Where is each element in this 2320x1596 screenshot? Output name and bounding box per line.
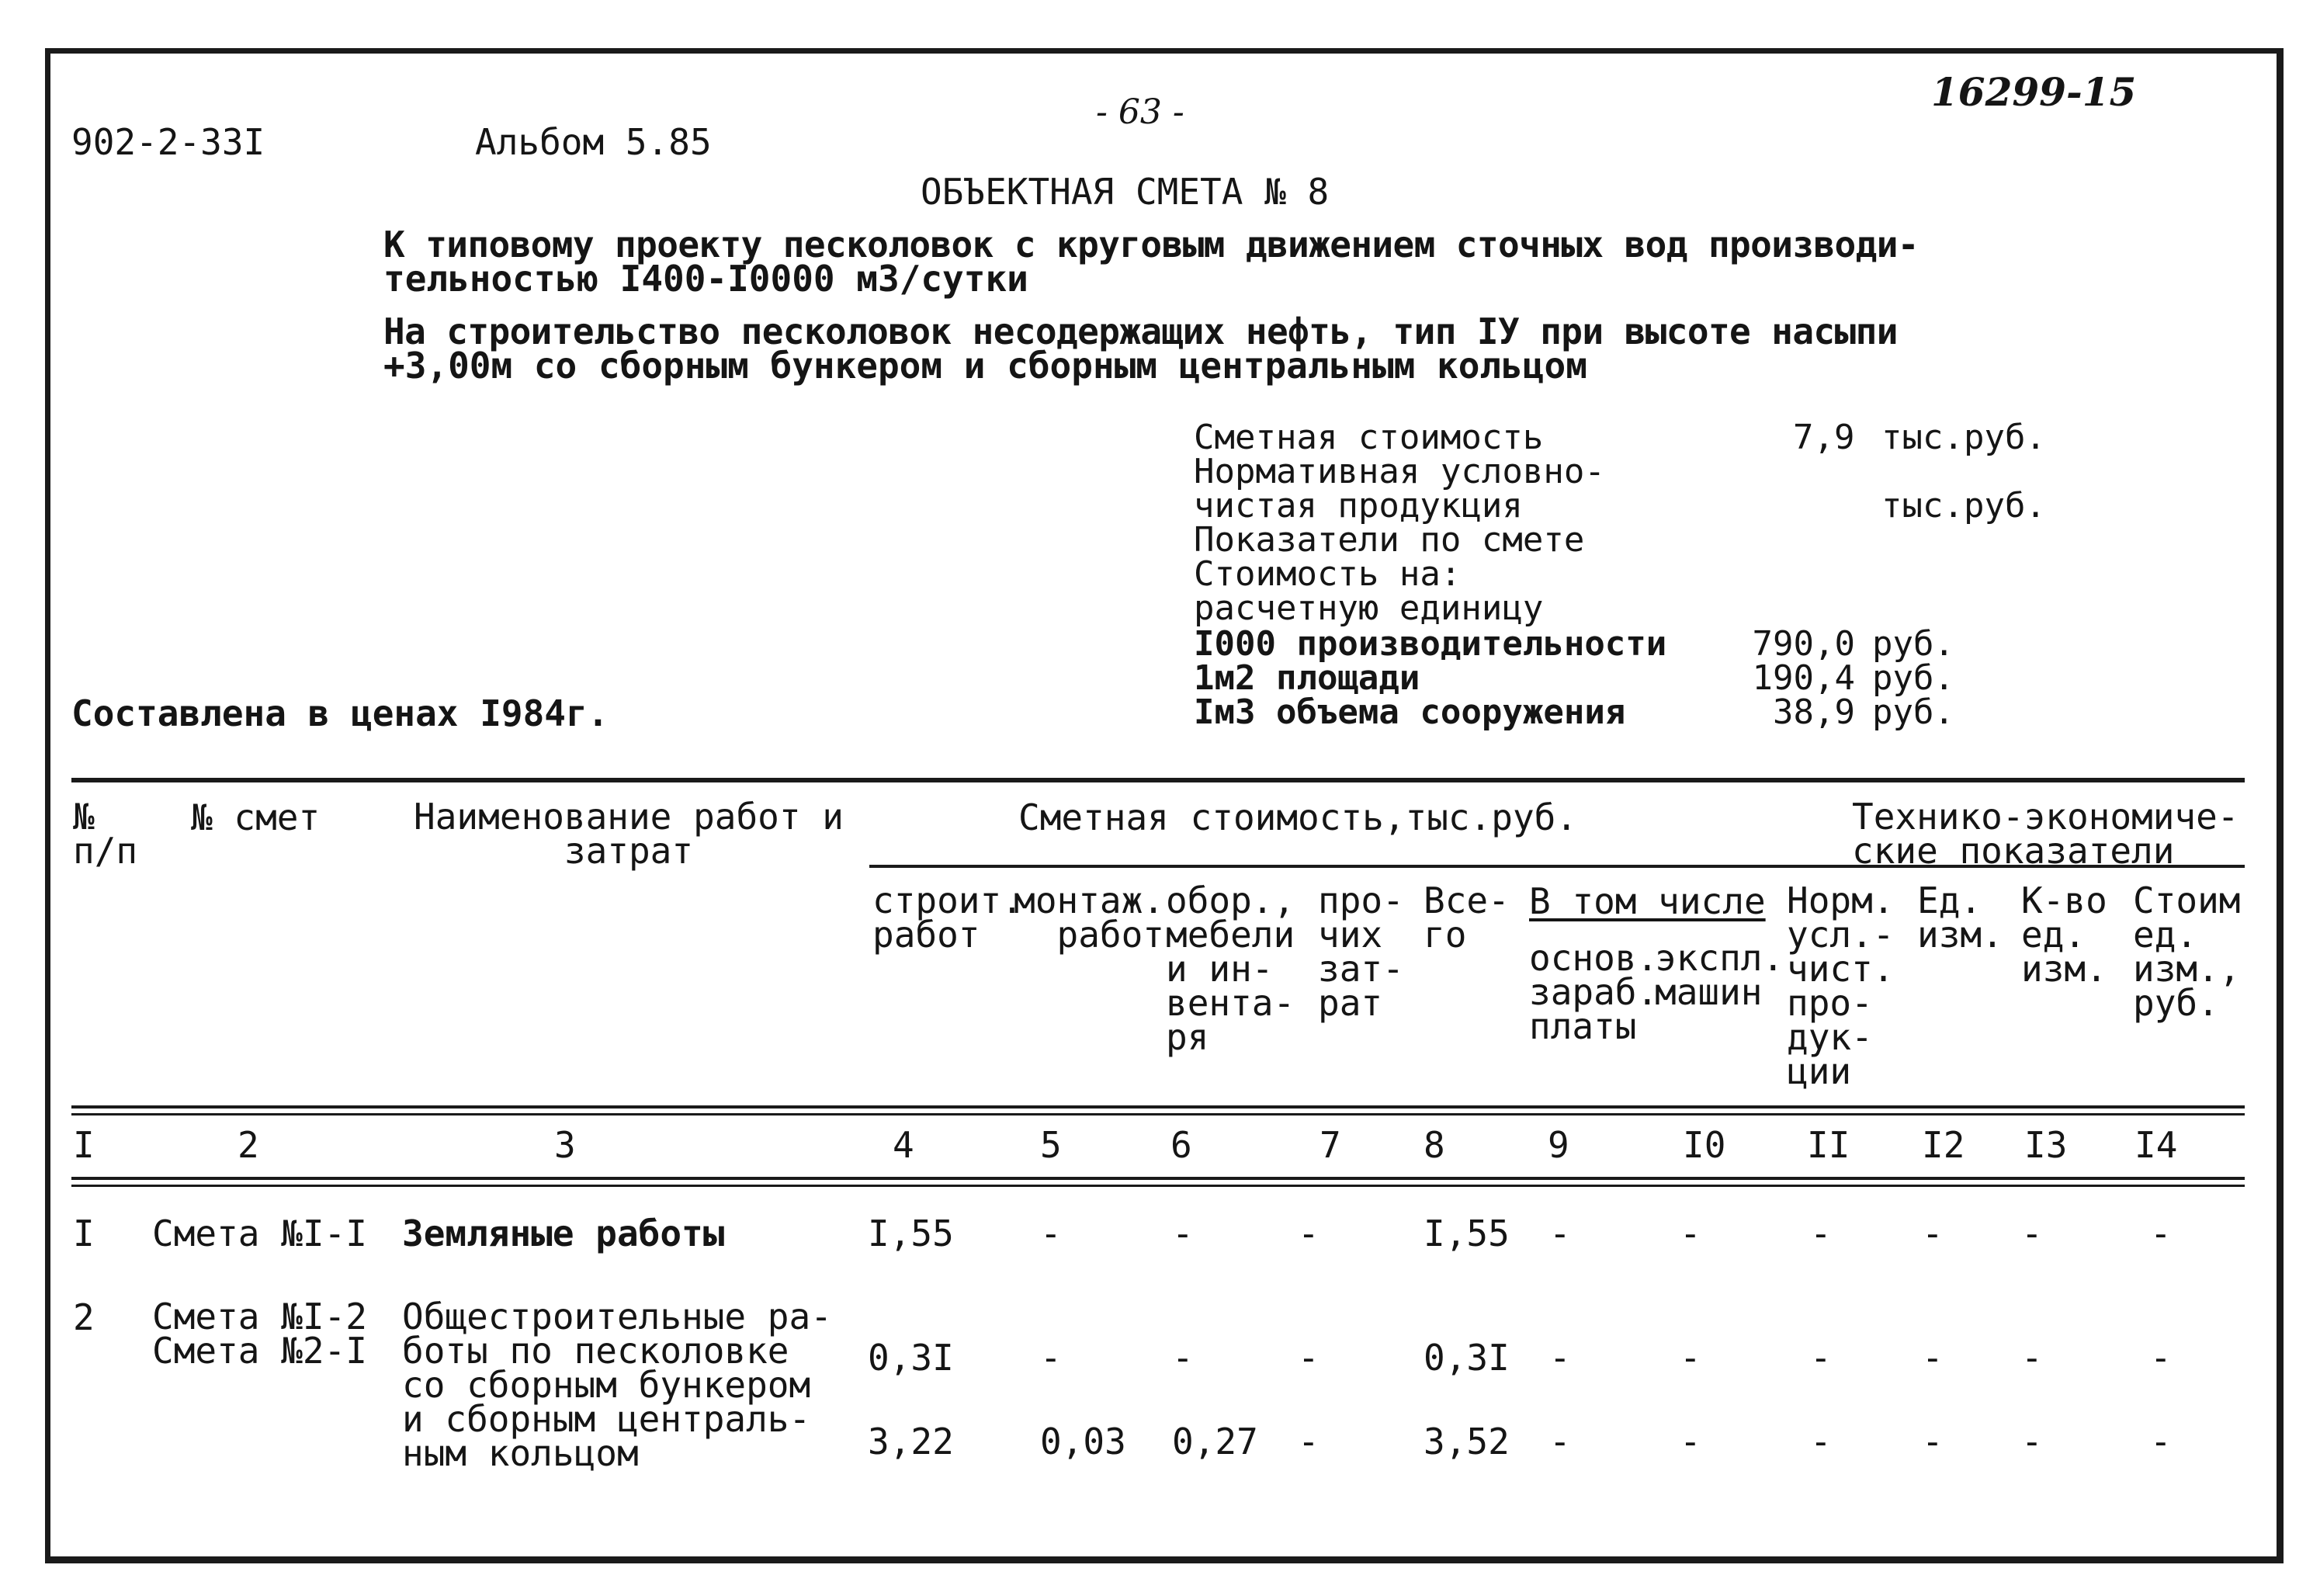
cell-col-13: - [2021, 1337, 2043, 1379]
col-number: I0 [1683, 1124, 1726, 1166]
header-cost-group: Сметная стоимость,тыс.руб. [1018, 796, 1578, 838]
cell-col-13: - [2021, 1421, 2043, 1462]
cell-col-4: 3,22 [868, 1421, 954, 1462]
cell-col-14: - [2150, 1337, 2172, 1379]
prices-note: Составлена в ценах I984г. [71, 692, 609, 734]
row-num: 2 [73, 1296, 95, 1338]
col-number: I4 [2134, 1124, 2178, 1166]
header-col-11: Норм. усл.- чист. про- дук- ции [1787, 880, 1895, 1092]
cell-col-12: - [1922, 1421, 1944, 1462]
row-smeta: Смета №I-2 Смета №2-I [152, 1296, 367, 1372]
header-smeta: № смет [191, 796, 321, 838]
col-number: I2 [1922, 1124, 1965, 1166]
col-number: 7 [1320, 1124, 1341, 1166]
col-number: 6 [1170, 1124, 1192, 1166]
cost-label: Сметная стоимость [1194, 418, 1544, 457]
cell-col-14: - [2150, 1421, 2172, 1462]
unit-label: расчетную единицу [1194, 588, 1544, 628]
header-col-13: К-во ед. изм. [2021, 880, 2107, 990]
row-name: Земляные работы [402, 1213, 725, 1254]
cell-col-9: - [1549, 1421, 1571, 1462]
table-top-rule [71, 778, 2245, 782]
col-number: 5 [1040, 1124, 1062, 1166]
header-bottom-rule [71, 1105, 2245, 1109]
col-number: II [1807, 1124, 1850, 1166]
col-number: 2 [238, 1124, 259, 1166]
header-col-9: основ. зараб. платы [1529, 937, 1659, 1047]
cell-col-11: - [1810, 1337, 1832, 1379]
page-number: - 63 - [1096, 92, 1184, 132]
cell-col-7: - [1298, 1213, 1320, 1254]
indicator-label: I000 производительности [1194, 624, 1667, 664]
cell-col-10: - [1680, 1213, 1701, 1254]
cell-col-13: - [2021, 1213, 2043, 1254]
cell-col-9: - [1549, 1213, 1571, 1254]
cell-col-6: - [1172, 1337, 1194, 1379]
header-name: Наименование работ и затрат [414, 796, 844, 872]
subtitle-line: +3,00м со сборным бункером и сборным центральным кольцом [383, 345, 1587, 387]
subtitle-line: На строительство песколовок несодержащих нефть, тип IУ при высоте насыпи [383, 311, 1898, 352]
header-tech-group: Технико-экономиче- ские показатели [1852, 796, 2239, 872]
cell-col-4: 0,3I [868, 1337, 954, 1379]
indicator-value: 190,4 [1752, 658, 1855, 698]
colnum-bottom-rule [71, 1185, 2245, 1187]
cell-col-5: - [1040, 1213, 1062, 1254]
cell-col-6: 0,27 [1172, 1421, 1258, 1462]
cell-col-8: 3,52 [1424, 1421, 1510, 1462]
row-smeta: Смета №I-I [152, 1213, 367, 1254]
cell-col-9: - [1549, 1337, 1571, 1379]
header-col-12: Ед. изм. [1917, 880, 2003, 956]
cell-col-10: - [1680, 1421, 1701, 1462]
cell-col-11: - [1810, 1421, 1832, 1462]
indicator-value: 38,9 [1773, 692, 1855, 732]
cost-value: 7,9 [1793, 418, 1855, 457]
colnum-bottom-rule [71, 1177, 2245, 1180]
cell-col-10: - [1680, 1337, 1701, 1379]
norm-label: чистая продукция [1194, 486, 1523, 526]
album-label: Альбом 5.85 [475, 121, 712, 163]
col-number: 8 [1424, 1124, 1445, 1166]
document-title: ОБЪЕКТНАЯ СМЕТА № 8 [921, 171, 1330, 213]
cell-col-8: I,55 [1424, 1213, 1510, 1254]
header-col-4: строит. работ [872, 880, 1023, 956]
header-col-8: Все- го [1424, 880, 1510, 956]
sheet-id: 16299-15 [1931, 69, 2137, 115]
cell-col-11: - [1810, 1213, 1832, 1254]
col-number: I [73, 1124, 95, 1166]
col-number: I3 [2024, 1124, 2068, 1166]
norm-label: Нормативная условно- [1194, 452, 1605, 491]
indicator-label: Iм3 объема сооружения [1194, 692, 1626, 732]
subtitle-line: тельностью I400-I0000 м3/сутки [383, 258, 1028, 300]
cell-col-4: I,55 [868, 1213, 954, 1254]
cell-col-7: - [1298, 1337, 1320, 1379]
header-num: № п/п [73, 796, 138, 872]
norm-unit: тыс.руб. [1881, 486, 2046, 526]
indicator-label: 1м2 площади [1194, 658, 1420, 698]
col-number: 4 [893, 1124, 914, 1166]
header-bottom-rule [71, 1113, 2245, 1115]
indicator-unit: руб. [1872, 658, 1954, 698]
indicator-unit: руб. [1872, 624, 1954, 664]
header-col-7: про- чих зат- рат [1318, 880, 1404, 1024]
cell-col-12: - [1922, 1337, 1944, 1379]
indicator-unit: руб. [1872, 692, 1954, 732]
indicators-label: Показатели по смете [1194, 520, 1585, 560]
document-code: 902-2-33I [71, 121, 265, 163]
cost-on-label: Стоимость на: [1194, 554, 1462, 594]
cost-unit: тыс.руб. [1881, 418, 2046, 457]
row-num: I [73, 1213, 95, 1254]
cell-col-6: - [1172, 1213, 1194, 1254]
header-incl: В том числе [1529, 880, 1766, 922]
cell-col-14: - [2150, 1213, 2172, 1254]
indicator-value: 790,0 [1752, 624, 1855, 664]
cell-col-12: - [1922, 1213, 1944, 1254]
cell-col-5: 0,03 [1040, 1421, 1126, 1462]
col-number: 3 [554, 1124, 576, 1166]
header-col-10: экспл. машин [1655, 937, 1784, 1013]
header-col-14: Стоим ед. изм., руб. [2133, 880, 2241, 1024]
subtitle-line: К типовому проекту песколовок с круговым движением сточных вод производи- [383, 224, 1919, 265]
row-name: Общестроительные ра- боты по песколовке со сборным бункером и сборным централь- ным кольцом [402, 1296, 832, 1474]
header-col-5: монтаж. работ [1014, 880, 1164, 956]
col-number: 9 [1548, 1124, 1569, 1166]
header-col-6: обор., мебели и ин- вента- ря [1166, 880, 1295, 1058]
cell-col-7: - [1298, 1421, 1320, 1462]
cell-col-8: 0,3I [1424, 1337, 1510, 1379]
cell-col-5: - [1040, 1337, 1062, 1379]
